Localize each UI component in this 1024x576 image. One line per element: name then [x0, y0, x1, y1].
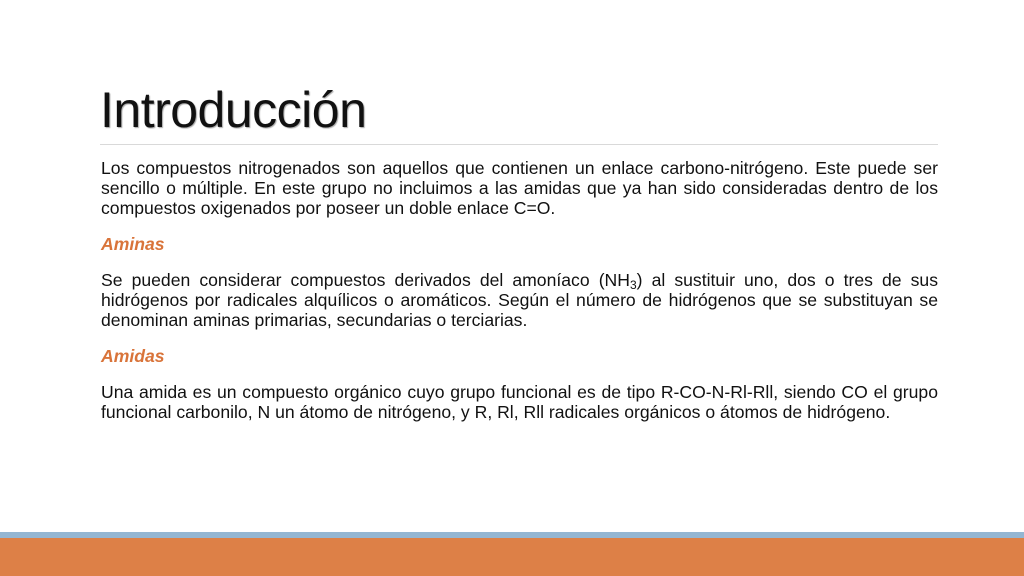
intro-paragraph: Los compuestos nitrogenados son aquellos que contienen un enlace carbono-nitrógeno. Este puede ser sencillo o múltiple. En este grupo no incluimos a las amidas que ya han sido consideradas dentro de los compuestos oxigenados por poseer un doble enlace C=O.	[101, 158, 938, 218]
aminas-heading: Aminas	[101, 234, 165, 254]
amidas-paragraph: Una amida es un compuesto orgánico cuyo grupo funcional es de tipo R-CO-N-Rl-Rll, siendo CO el grupo funcional carbonilo, N un átomo de nitrógeno, y R, Rl, Rll radicales orgánicos o átomos de hidrógeno.	[101, 382, 938, 422]
slide-title: Introducción	[100, 82, 367, 138]
aminas-text-start: Se pueden considerar compuestos derivados del amoníaco (NH	[101, 270, 630, 290]
footer-orange-band	[0, 538, 1024, 576]
aminas-subscript: 3	[629, 278, 637, 292]
aminas-paragraph	[101, 270, 938, 330]
slide-body	[101, 158, 938, 422]
title-divider	[100, 144, 938, 145]
amidas-heading: Amidas	[101, 346, 165, 366]
aminas-text-end: ) al sustituir uno, dos o tres de sus hidrógenos por radicales alquílicos o aromáticos. Según el número de hidrógenos que se substituyan se denominan aminas primarias, secundarias o terciarias.	[101, 270, 938, 330]
